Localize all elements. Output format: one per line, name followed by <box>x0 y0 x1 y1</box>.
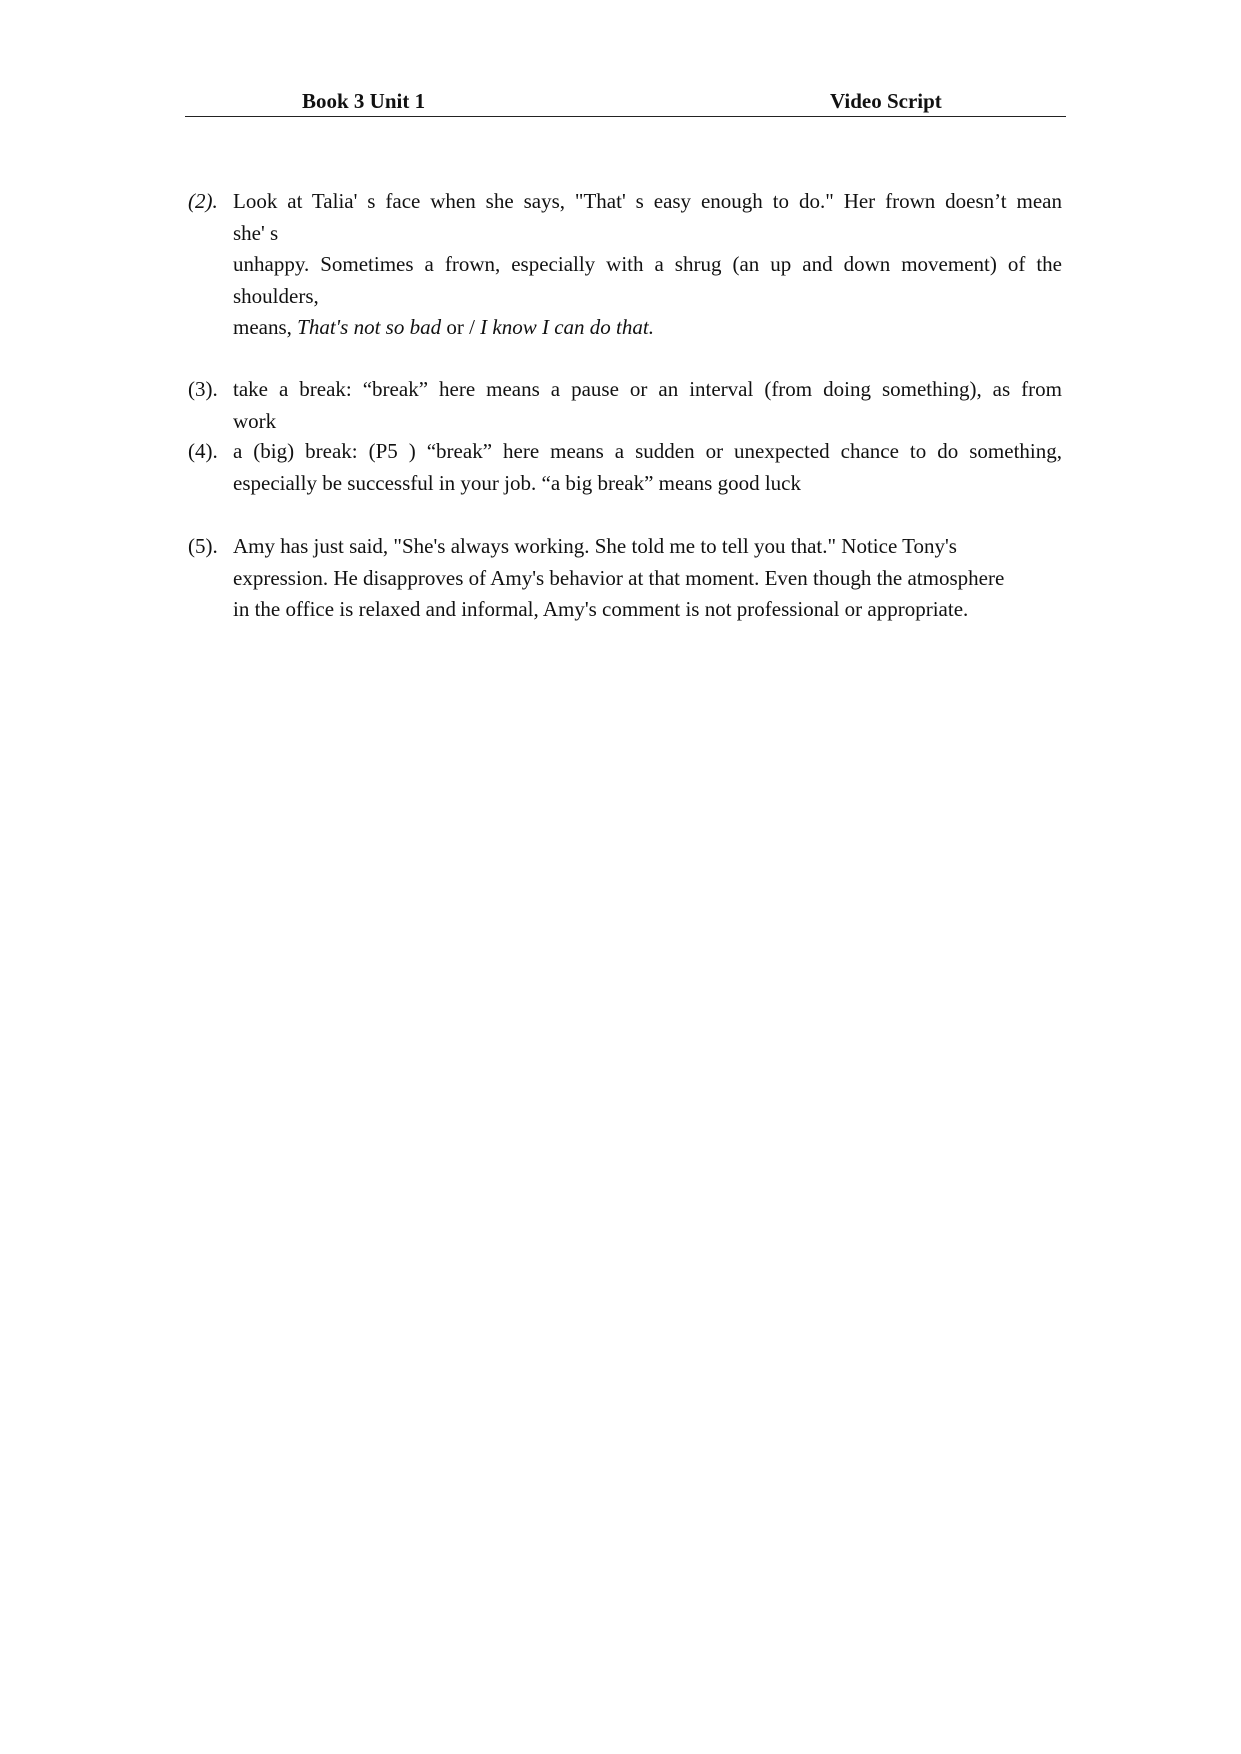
note-line: a (big) break: (P5 ) “break” here means a sudden or unexpected chance to do something, <box>233 439 1062 463</box>
note-2 <box>188 186 1062 344</box>
note-3 <box>188 374 1062 437</box>
note-text: or / <box>441 315 481 339</box>
note-line: take a break: “break” here means a pause or an interval (from doing something), as from <box>233 377 1062 401</box>
note-4 <box>188 436 1062 499</box>
note-line: she' s <box>233 220 279 245</box>
note-line: Look at Talia' s face when she says, "That' s easy enough to do." Her frown doesn’t mean <box>233 189 1062 213</box>
note-text: means, <box>233 315 298 339</box>
note-number: (2). <box>188 189 218 213</box>
page-header <box>185 86 1066 117</box>
note-number: (4). <box>188 439 218 463</box>
note-line: shoulders, <box>233 283 319 308</box>
note-line: expression. He disapproves of Amy's behavior at that moment. Even though the atmosphere <box>233 565 1005 590</box>
note-number: (5). <box>188 534 218 558</box>
note-line <box>233 312 1062 344</box>
header-title: Book 3 Unit 1 <box>302 89 426 113</box>
note-line: work <box>233 408 277 433</box>
note-line: in the office is relaxed and informal, Amy's comment is not professional or appropriate. <box>233 597 969 621</box>
note-line: especially be successful in your job. “a big break” means good luck <box>233 470 801 495</box>
note-line: unhappy. Sometimes a frown, especially with a shrug (an up and down movement) of the <box>233 252 1062 276</box>
header-section: Video Script <box>830 89 942 113</box>
note-line: Amy has just said, "She's always working. She told me to tell you that." Notice Tony's <box>233 534 957 558</box>
note-italic-text: I know I can do that. <box>480 315 654 339</box>
note-italic-text: That's not so bad <box>297 315 442 339</box>
note-5 <box>188 531 1062 626</box>
note-number: (3). <box>188 377 218 401</box>
